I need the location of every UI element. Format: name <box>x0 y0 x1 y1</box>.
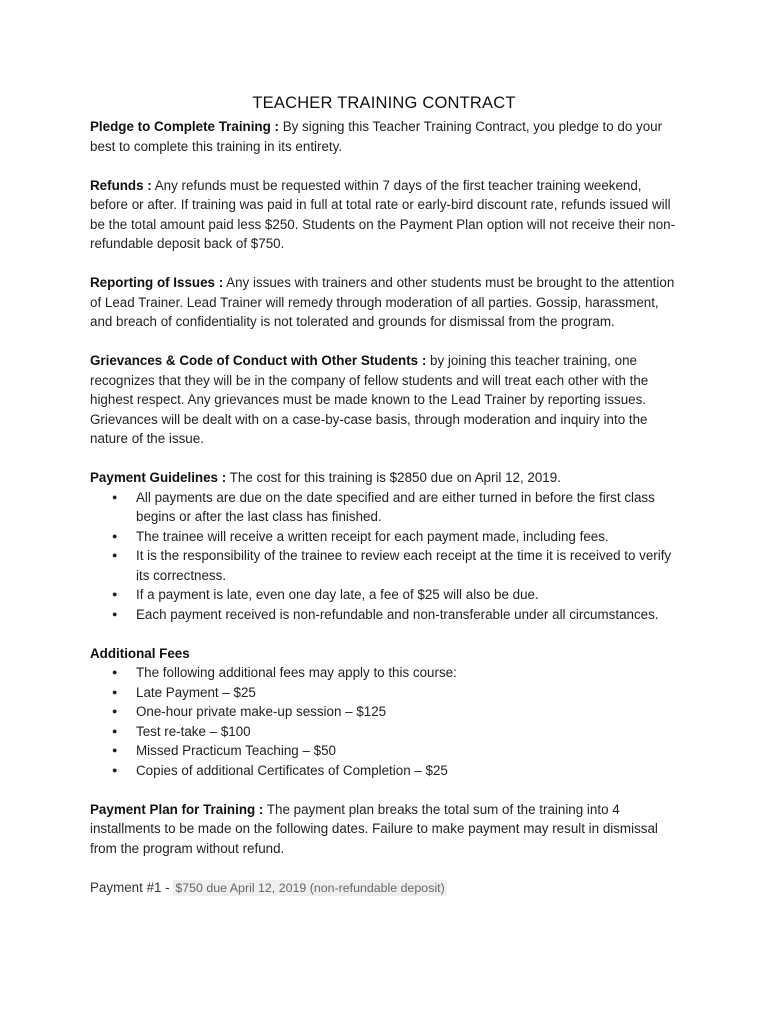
list-item: ● Missed Practicum Teaching – $50 <box>90 741 678 761</box>
payment-plan-text: The payment plan breaks the total sum of the training into 4 installments to be made on the following dates. Failure to make payment may result in dismissal from the program without refund. <box>90 801 658 856</box>
list-item: ● If a payment is late, even one day late, a fee of $25 will also be due. <box>90 585 678 605</box>
payment-1-line <box>90 878 678 899</box>
pledge-paragraph <box>90 117 678 156</box>
document-title: TEACHER TRAINING CONTRACT <box>252 94 516 112</box>
reporting-text: Any issues with trainers and other students must be brought to the attention of Lead Trainer. Lead Trainer will remedy through moderation of all parties. Gossip, harassment, and breach of confidentiality is not tolerated and grounds for dismissal from the program. <box>90 275 675 329</box>
list-item: ● It is the responsibility of the trainee to review each receipt at the time it is received to verify its correctness. <box>90 546 678 585</box>
list-item: ● The trainee will receive a written receipt for each payment made, including fees. <box>90 527 678 547</box>
reporting-label: Reporting of Issues : <box>90 275 224 290</box>
payment-1-detail: $750 due April 12, 2019 (non-refundable deposit) <box>175 880 445 895</box>
additional-fees-heading <box>90 644 678 664</box>
refunds-label: Refunds : <box>90 177 152 193</box>
payment-guidelines-label: Payment Guidelines : <box>90 470 227 485</box>
pledge-label: Pledge to Complete Training : <box>90 119 279 134</box>
list-item: ● One-hour private make-up session – $125 <box>90 702 678 722</box>
refunds-text: Any refunds must be requested within 7 days of the first teacher training weekend, before or after. If training was paid in full at total rate or early-bird discount rate, refunds issued will be the total amount paid less $250. Students on the Payment Plan option will not receive their non-refundable deposit back of $750. <box>90 177 676 251</box>
list-item: ● Late Payment – $25 <box>90 683 678 703</box>
additional-fees-label: Additional Fees <box>90 645 190 661</box>
payment-guidelines-paragraph <box>90 468 678 488</box>
list-item: ● Each payment received is non-refundable and non-transferable under all circumstances. <box>90 605 678 625</box>
grievances-label: Grievances & Code of Conduct with Other Students : <box>90 353 427 368</box>
additional-fees-list <box>90 663 678 780</box>
payment-plan-paragraph <box>90 800 678 859</box>
list-item: ● All payments are due on the date specified and are either turned in before the first class begins or after the last class has finished. <box>90 488 678 527</box>
payment-plan-label: Payment Plan for Training : <box>90 801 264 817</box>
payment-guidelines-list <box>90 488 678 625</box>
payment-guidelines-text: The cost for this training is $2850 due on April 12, 2019. <box>226 470 561 485</box>
grievances-paragraph <box>90 351 678 449</box>
list-item: ● The following additional fees may apply to this course: <box>90 663 678 683</box>
refunds-paragraph <box>90 176 678 254</box>
list-item: ● Test re-take – $100 <box>90 722 678 742</box>
pledge-text: By signing this Teacher Training Contract, you pledge to do your best to complete this training in its entirety. <box>90 119 663 154</box>
grievances-text: by joining this teacher training, one recognizes that they will be in the company of fellow students and will treat each other with the highest respect. Any grievances must be made known to the Lead Trainer by reporting issues. Grievances will be dealt with on a case-by-case basis, through moderation and inquiry into the nature of the issue. <box>90 353 649 446</box>
reporting-paragraph <box>90 273 678 332</box>
payment-1-label: Payment #1 - <box>90 879 174 895</box>
list-item: ● Copies of additional Certificates of Completion – $25 <box>90 761 678 781</box>
